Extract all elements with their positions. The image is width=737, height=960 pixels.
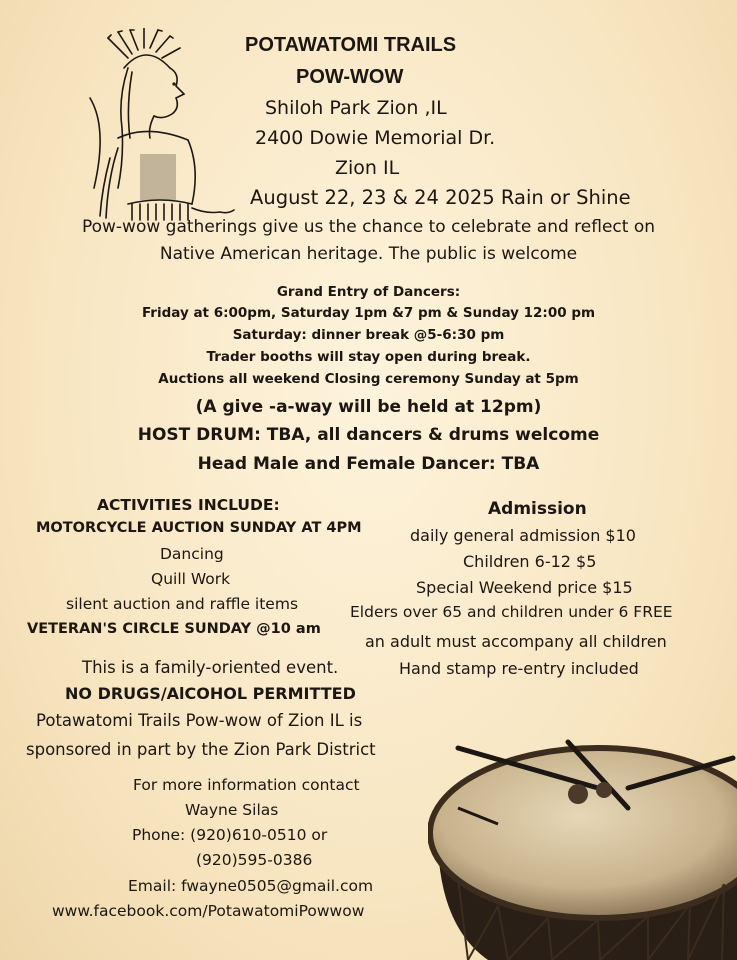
street-address: 2400 Dowie Memorial Dr. xyxy=(255,127,496,149)
admission-daily: daily general admission $10 xyxy=(410,526,636,545)
veterans-circle: VETERAN'S CIRCLE SUNDAY @10 am xyxy=(27,621,321,637)
admission-hand-stamp: Hand stamp re-entry included xyxy=(399,659,639,678)
activity-dancing: Dancing xyxy=(160,545,224,563)
activity-quill-work: Quill Work xyxy=(151,570,231,588)
event-title-line1: POTAWATOMI TRAILS xyxy=(245,34,457,56)
event-title-line2: POW-WOW xyxy=(296,66,404,88)
admission-weekend: Special Weekend price $15 xyxy=(416,578,633,597)
activity-silent-auction: silent auction and raffle items xyxy=(66,595,299,613)
contact-phone-1: Phone: (920)610-0510 or xyxy=(132,826,328,844)
admission-adult: an adult must accompany all children xyxy=(365,632,667,651)
contact-facebook: www.facebook.com/PotawatomiPowwow xyxy=(52,902,365,920)
park-name: Shiloh Park Zion ,IL xyxy=(265,97,447,119)
auctions-closing: Auctions all weekend Closing ceremony Sunday at 5pm xyxy=(158,371,579,387)
contact-email: Email: fwayne0505@gmail.com xyxy=(128,877,374,895)
sponsor-line2: sponsored in part by the Zion Park District xyxy=(26,740,376,759)
grand-entry-times: Friday at 6:00pm, Saturday 1pm &7 pm & Sunday 12:00 pm xyxy=(141,305,596,321)
intro-line1: Pow-wow gatherings give us the chance to celebrate and reflect on xyxy=(81,217,656,237)
intro-line2: Native American heritage. The public is welcome xyxy=(159,244,578,264)
event-dates: August 22, 23 & 24 2025 Rain or Shine xyxy=(250,186,631,209)
contact-phone-2: (920)595-0386 xyxy=(196,851,313,869)
trader-booths: Trader booths will stay open during break. xyxy=(206,349,531,365)
admission-children: Children 6-12 $5 xyxy=(463,552,597,571)
admission-elders: Elders over 65 and children under 6 FREE xyxy=(350,603,673,621)
contact-heading: For more information contact xyxy=(133,776,360,794)
no-drugs-alcohol: NO DRUGS/AlCOHOL PERMITTED xyxy=(65,684,356,703)
contact-name: Wayne Silas xyxy=(185,801,279,819)
host-drum: HOST DRUM: TBA, all dancers & drums welcome xyxy=(137,425,600,445)
head-dancer: Head Male and Female Dancer: TBA xyxy=(197,454,540,474)
city: Zion IL xyxy=(335,157,400,179)
sponsor-line1: Potawatomi Trails Pow-wow of Zion IL is xyxy=(36,711,363,730)
giveaway: (A give -a-way will be held at 12pm) xyxy=(195,397,542,417)
motorcycle-auction: MOTORCYCLE AUCTION SUNDAY AT 4PM xyxy=(36,520,362,536)
drum-photo xyxy=(428,728,737,960)
activities-heading: ACTIVITIES INCLUDE: xyxy=(97,496,280,514)
admission-heading: Admission xyxy=(488,499,587,519)
grand-entry-heading: Grand Entry of Dancers: xyxy=(276,284,461,300)
dinner-break: Saturday: dinner break @5-6:30 pm xyxy=(232,327,505,343)
family-event: This is a family-oriented event. xyxy=(82,658,339,677)
chief-headdress-illustration xyxy=(88,28,238,224)
